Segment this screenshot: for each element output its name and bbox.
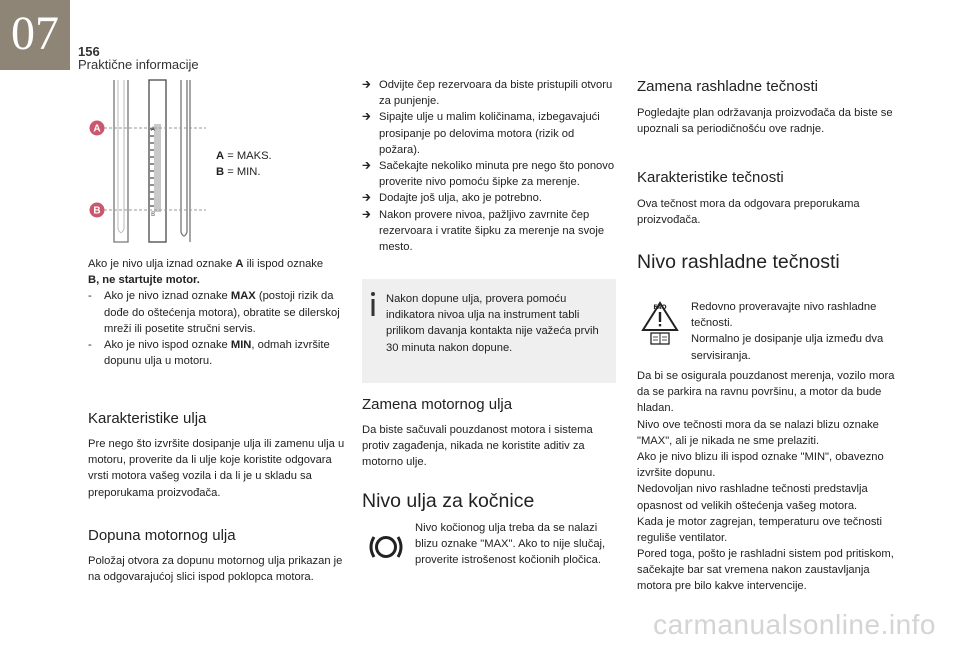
step-arrow-icon: 🡲 [362,111,372,124]
list-item: 🡲 Nakon provere nivoa, pažljivo zavrnite čep rezervoara i vratite šipku za merenje na svoje mesto. [362,208,605,254]
section-heading: Zamena motornog ulja [362,396,513,413]
watermark: carmanualsonline.info [653,609,936,640]
dipstick-left [114,80,128,242]
list-item: 🡲 Odvijte čep rezervoara da biste pristupili otvoru za punjenje. [362,79,613,108]
section-oil-topup [88,527,346,585]
step-arrow-icon: 🡲 [362,208,372,221]
list-item: 🡲 Sipajte ulje u malim količinama, izbegavajući prosipanje po delovima motora (rizik od požara). [362,111,600,156]
brake-fluid-text: Nivo kočionog ulja treba da se nalazi blizu oznake "MAX". Ako to nije slučaj, proverite istrošenost kočionih pločica. [415,522,606,567]
dipstick-right [181,80,190,242]
legend-min: B = MIN. [216,166,261,179]
section-brake-fluid [362,490,618,513]
figure-legend [216,148,272,180]
brake-warning-icon [366,532,406,562]
svg-text:A: A [151,126,156,133]
info-icon [368,291,378,317]
step-arrow-icon: 🡲 [362,160,372,173]
column-2-steps [362,77,618,255]
list-item: - Ako je nivo ispod oznake MIN, odmah izvršite dopunu ulja u motoru. [88,339,330,368]
icon-caption: FAO [653,304,667,311]
info-text: Nakon dopune ulja, provera pomoću indikatora nivoa ulja na instrument tabli prilikom davanja kontakta nije važeća prvih 30 minuta nakon dopune. [386,293,599,354]
coolant-paragraph-1: Da bi se osigurala pouzdanost merenja, vozilo mora da se parkira na ravnu površinu, a motor da bude hladan. Nivo ove tečnosti mora da se nalazi blizu oznake "MAX", ali je nikada ne sme prelaziti. Ako je nivo blizu ili ispod oznake "MIN", obavezno izvršite dopunu. Nedovoljan nivo rashladne tečnosti predstavlja opasnost od velikih oštećenja vašeg motora. Kada je motor zagrejan, temperaturu ove tečnosti reguliše ventilator. [637,370,895,545]
section-oil-change [362,396,618,471]
section-heading: Zamena rashladne tečnosti [637,78,818,95]
section-title: Nivo ulja za kočnice [362,490,535,512]
section-text: Da biste sačuvali pouzdanost motora i sistema protiv zagađenja, nikada ne koristite aditiv za motorno ulje. [362,424,593,469]
badge-b-label: B [93,205,101,217]
section-title: Nivo rashladne tečnosti [637,251,840,273]
section-text: Položaj otvora za dopunu motornog ulja prikazan je na odgovarajućoj slici ispod poklopca motora. [88,555,343,584]
badge-a-label: A [93,123,101,135]
legend-max: A = MAKS. [216,150,272,162]
list-item: 🡲 Sačekajte nekoliko minuta pre nego što ponovo proverite nivo pomoću šipke za merenje. [362,160,615,189]
section-coolant-change [637,78,895,137]
section-text: Pogledajte plan održavanja proizvođača da biste se upoznali sa periodičnošću ove radnje. [637,107,893,136]
list-item: - Ako je nivo iznad oznake MAX (postoji rizik da dođe do oštećenja motora), obratite se dilerskoj mreži ili posetite stručni servis. [88,290,340,335]
section-text: Pre nego što izvršite dosipanje ulja ili zamenu ulja u motoru, proverite da li ulje koje koristite odgovara vrsti motora vašeg vozila i da li je u skladu sa preporukama proizvođača. [88,438,345,499]
coolant-icon-text: Redovno proveravajte nivo rashladne tečnosti. Normalno je dosipanje ulja između dva servisiranja. [691,301,884,362]
section-heading: Karakteristike ulja [88,410,207,427]
section-coolant-level [637,251,895,274]
section-heading: Karakteristike tečnosti [637,169,784,186]
dipstick-illustration [88,74,218,246]
oil-level-warning: Ako je nivo ulja iznad oznake A ili ispod oznake B, ne startujte motor. [88,258,324,287]
section-coolant-characteristics [637,169,895,228]
page-category: Praktične informacije [78,57,199,72]
list-item: 🡲 Dodajte još ulja, ako je potrebno. [362,190,618,206]
chapter-tab [0,0,70,70]
section-text: Ova tečnost mora da odgovara preporukama proizvođača. [637,198,860,227]
warning-manual-icon [640,300,680,346]
page-number: 156 [78,44,100,59]
section-heading: Dopuna motornog ulja [88,527,236,544]
step-arrow-icon: 🡲 [362,192,372,205]
svg-text:B: B [151,211,156,218]
coolant-paragraph-2: Pored toga, pošto je rashladni sistem pod pritiskom, sačekajte bar sat vremena nakon zaustavljanja motora pre bilo kakve intervencije. [637,548,894,593]
step-arrow-icon: 🡲 [362,79,372,91]
info-box [362,279,616,383]
column-1 [88,256,346,369]
section-oil-characteristics [88,410,346,501]
dipstick-center [149,80,166,242]
chapter-number: 07 [11,7,59,60]
